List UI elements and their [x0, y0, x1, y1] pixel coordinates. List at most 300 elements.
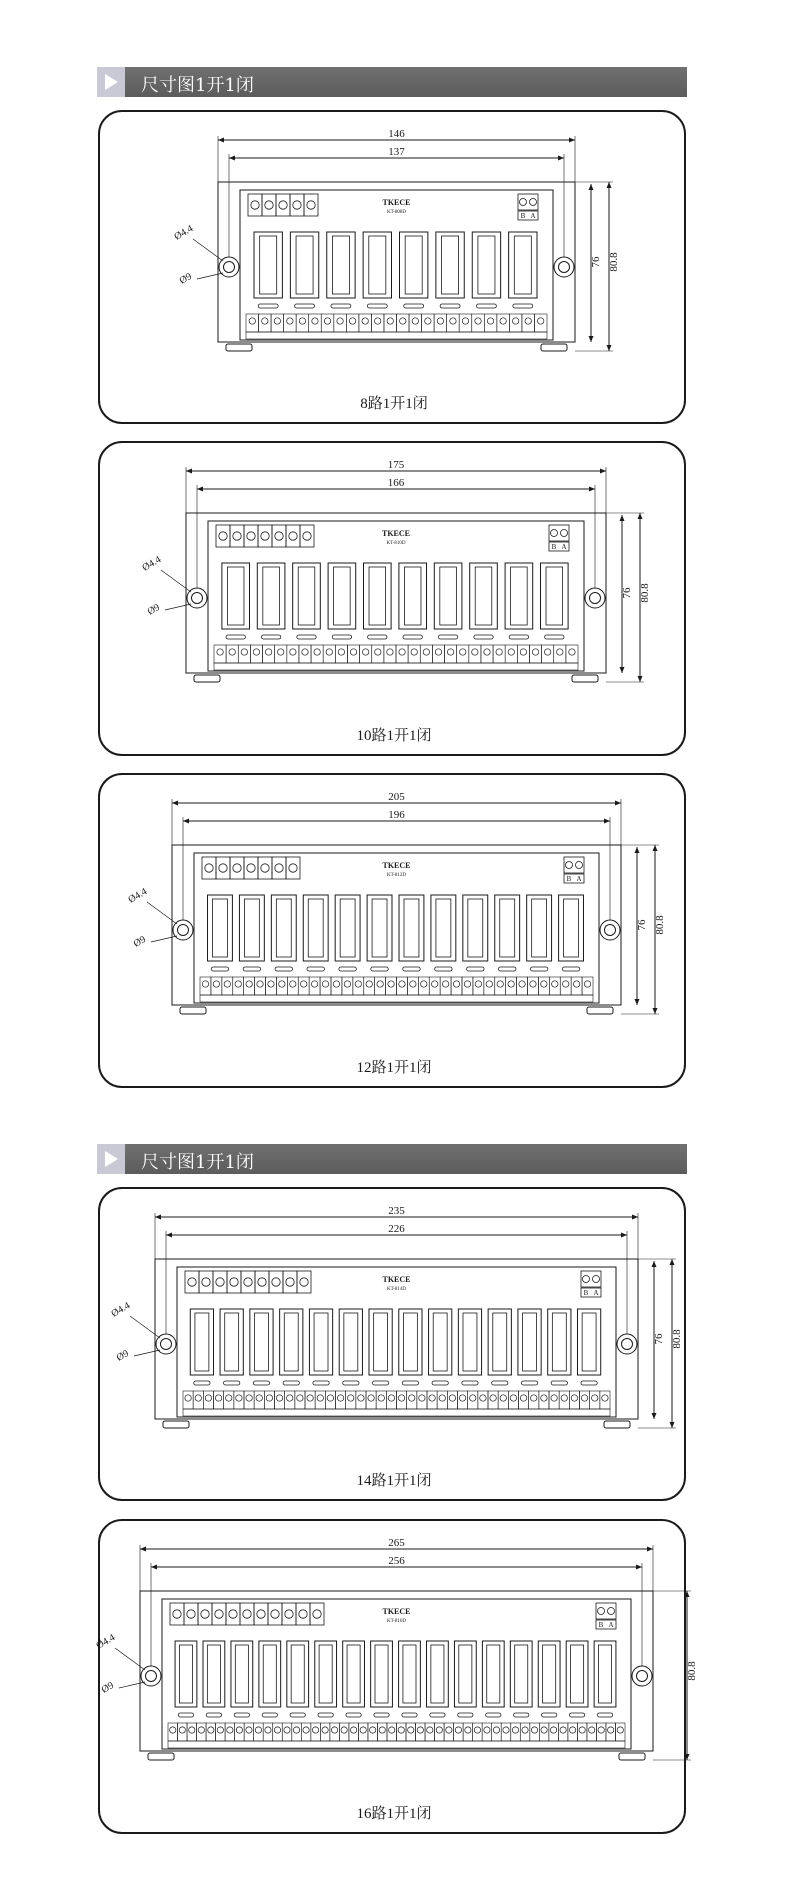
terminal-screw [569, 649, 575, 655]
arrowhead [589, 336, 594, 342]
mounting-hole [161, 1339, 172, 1350]
arrowhead [140, 1547, 146, 1552]
terminal-screw [195, 1395, 201, 1401]
relay-inner [500, 899, 515, 957]
relay [239, 895, 264, 961]
terminal [264, 1391, 274, 1409]
terminal-screw [227, 1727, 233, 1733]
terminal-screw [229, 1610, 237, 1618]
arrowhead [635, 999, 640, 1005]
terminal [200, 977, 211, 995]
terminal-screw [268, 981, 274, 987]
led-indicator [569, 1713, 584, 1717]
relay [208, 895, 233, 961]
relay [538, 1641, 560, 1707]
terminal [484, 314, 497, 332]
terminal [185, 1271, 199, 1293]
led-indicator [435, 967, 452, 971]
terminal-label-strip [183, 1409, 610, 1416]
terminal [216, 857, 230, 879]
terminal [386, 977, 397, 995]
terminal-screw [327, 1395, 333, 1401]
terminal-screw [265, 649, 271, 655]
terminal [559, 1391, 569, 1409]
terminal [248, 194, 262, 216]
terminal-screw [255, 1727, 261, 1733]
terminal [273, 1723, 283, 1741]
relay [363, 232, 391, 298]
terminal [235, 1723, 245, 1741]
arrowhead [647, 1547, 653, 1552]
terminal [417, 1391, 427, 1409]
terminal-screw [244, 1278, 252, 1286]
terminal [375, 977, 386, 995]
mounting-boss [632, 1666, 652, 1686]
terminal-label-strip [200, 995, 593, 1002]
boss-diameter-label: Ø9 [131, 934, 148, 950]
terminal [420, 645, 432, 663]
led-indicator [474, 635, 493, 639]
port-label-b: B [598, 1621, 604, 1629]
led-indicator [374, 1713, 389, 1717]
relay-inner [284, 1313, 298, 1371]
terminal-screw [275, 532, 283, 540]
terminal [347, 645, 359, 663]
terminal-screw [285, 1610, 293, 1618]
terminal-screw [437, 318, 443, 324]
arrowhead [635, 847, 640, 853]
relay-inner [375, 1645, 388, 1703]
terminal-screw [569, 1727, 575, 1733]
terminal-screw [399, 981, 405, 987]
leader-line [134, 1350, 160, 1356]
terminal-screw [508, 981, 514, 987]
mount-width-label: 256 [388, 1555, 405, 1567]
terminal-screw [322, 981, 328, 987]
terminal-screw [519, 981, 525, 987]
relay [257, 563, 285, 629]
height-inner-label: 76 [590, 256, 602, 268]
terminal [268, 1603, 282, 1625]
leader-line [197, 273, 223, 279]
arrowhead [183, 819, 189, 824]
terminal-screw [408, 1727, 414, 1733]
terminal-screw [215, 1610, 223, 1618]
terminal-screw [229, 649, 235, 655]
terminal [422, 314, 435, 332]
relay-inner [404, 567, 421, 625]
port-label-a: A [530, 212, 536, 220]
terminal-screw [487, 318, 493, 324]
terminal [311, 1723, 321, 1741]
mount-width-label: 196 [388, 809, 405, 821]
terminal [582, 977, 593, 995]
terminal-screw [538, 318, 544, 324]
terminal-screw [185, 1395, 191, 1401]
terminal-screw [317, 1395, 323, 1401]
terminal [387, 1723, 397, 1741]
arrowhead [229, 156, 235, 161]
terminal [522, 314, 535, 332]
terminal [495, 977, 506, 995]
dimension-drawing [94, 1521, 698, 1836]
terminal [298, 977, 309, 995]
terminal-screw [246, 981, 252, 987]
terminal-screw [450, 318, 456, 324]
terminal [445, 645, 457, 663]
terminal [538, 977, 549, 995]
drawing-caption: 14路1开1闭 [356, 1473, 432, 1489]
terminal [580, 1391, 590, 1409]
terminal-screw [303, 532, 311, 540]
terminal-screw [337, 318, 343, 324]
terminal-screw [520, 1395, 526, 1401]
terminal-screw [290, 649, 296, 655]
terminal [244, 1391, 254, 1409]
terminal-screw [261, 532, 269, 540]
terminal [276, 977, 287, 995]
terminal-screw [541, 981, 547, 987]
arrowhead [569, 138, 575, 143]
relay-inner [478, 236, 495, 294]
led-indicator [283, 1381, 299, 1385]
relay [488, 1309, 511, 1375]
relay-inner [235, 1645, 248, 1703]
terminal [539, 1723, 549, 1741]
relay-inner [332, 236, 349, 294]
led-indicator [551, 1381, 567, 1385]
relay-inner [523, 1313, 537, 1371]
terminal [468, 1391, 478, 1409]
terminal-screw [205, 864, 213, 872]
mounting-foot [587, 1007, 613, 1014]
terminal-screw [274, 318, 280, 324]
led-indicator [194, 1381, 210, 1385]
drawing-caption: 10路1开1闭 [356, 728, 432, 744]
terminal-screw [560, 1727, 566, 1733]
terminal [225, 1723, 235, 1741]
terminal-screw [557, 649, 563, 655]
hole-diameter-label: Ø4.4 [94, 1632, 118, 1652]
terminal-screw [258, 1278, 266, 1286]
terminal-screw [333, 981, 339, 987]
height-outer-label: 80.8 [608, 252, 620, 272]
dimension-drawing [100, 775, 688, 1090]
terminal-screw [287, 318, 293, 324]
led-indicator [432, 1381, 448, 1385]
relay-inner [404, 899, 419, 957]
overall-width-label: 205 [388, 791, 405, 803]
relay-inner [276, 899, 291, 957]
terminal [457, 645, 469, 663]
terminal-screw [561, 1395, 567, 1401]
port-label-b: B [583, 1289, 589, 1297]
terminal-screw [593, 1276, 600, 1283]
hole-diameter-label: Ø4.4 [172, 223, 196, 243]
terminal-screw [350, 649, 356, 655]
terminal [269, 1271, 283, 1293]
terminal [498, 1391, 508, 1409]
arrowhead [638, 676, 643, 682]
relay [527, 895, 552, 961]
terminal [212, 1603, 226, 1625]
terminal-screw [442, 981, 448, 987]
terminal [240, 1603, 254, 1625]
relay [434, 563, 462, 629]
section-title: 尺寸图1开1闭 [141, 1152, 254, 1173]
terminal [376, 1391, 386, 1409]
relay-inner [436, 899, 451, 957]
led-indicator [404, 304, 424, 308]
relay [431, 895, 456, 961]
terminal-screw [486, 981, 492, 987]
terminal-screw [265, 1727, 271, 1733]
terminal-screw [439, 1395, 445, 1401]
terminal [254, 1723, 264, 1741]
relay-inner [298, 567, 315, 625]
terminal [520, 1723, 530, 1741]
terminal [266, 977, 277, 995]
terminal [213, 1271, 227, 1293]
overall-width-label: 265 [388, 1537, 405, 1549]
terminal-screw [224, 981, 230, 987]
arrowhead [589, 487, 595, 492]
terminal-screw [584, 981, 590, 987]
mounting-foot [619, 1753, 645, 1760]
led-indicator [597, 1713, 612, 1717]
arrowhead [636, 1565, 642, 1570]
terminal-screw [410, 981, 416, 987]
relay-inner [514, 236, 531, 294]
terminal [310, 1603, 324, 1625]
brand-label: TKECE [382, 1607, 411, 1616]
drawing-caption: 8路1开1闭 [360, 396, 428, 412]
terminal [238, 645, 250, 663]
relay [309, 1309, 332, 1375]
mounting-foot [572, 675, 598, 682]
terminal [368, 1723, 378, 1741]
arrowhead [607, 345, 612, 351]
terminal [600, 1391, 610, 1409]
led-indicator [307, 967, 324, 971]
terminal-screw [235, 981, 241, 987]
terminal-screw [510, 1395, 516, 1401]
port-terminal [596, 1603, 616, 1619]
terminal [397, 314, 410, 332]
terminal [542, 645, 554, 663]
terminal [255, 977, 266, 995]
terminal-screw [253, 649, 259, 655]
terminal-screw [531, 1727, 537, 1733]
arrowhead [620, 515, 625, 521]
boss-diameter-label: Ø9 [114, 1348, 131, 1364]
arrowhead [604, 819, 610, 824]
arrowhead [670, 1422, 675, 1428]
height-outer-label: 80.8 [671, 1329, 683, 1349]
relay [436, 232, 464, 298]
terminal [407, 1391, 417, 1409]
relay [594, 1641, 616, 1707]
relay-inner [598, 1645, 611, 1703]
terminal [397, 977, 408, 995]
terminal [259, 314, 272, 332]
terminal [301, 1723, 311, 1741]
terminal-screw [276, 1395, 282, 1401]
terminal [472, 314, 485, 332]
brand-label: TKECE [381, 529, 411, 538]
terminal [397, 1723, 407, 1741]
mount-width-label: 226 [388, 1223, 405, 1235]
terminal [372, 645, 384, 663]
relay [290, 232, 318, 298]
terminal [193, 1391, 203, 1409]
mounting-hole [637, 1671, 648, 1682]
terminal-screw [303, 1727, 309, 1733]
hole-diameter-label: Ø4.4 [140, 554, 164, 574]
terminal-screw [293, 201, 301, 209]
terminal [534, 314, 547, 332]
terminal-screw [368, 1395, 374, 1401]
terminal-screw [274, 1727, 280, 1733]
terminal-screw [427, 1727, 433, 1733]
terminal [529, 645, 541, 663]
terminal-screw [552, 981, 558, 987]
dimension-drawing [100, 112, 688, 426]
terminal [262, 194, 276, 216]
terminal [396, 645, 408, 663]
arrowhead [151, 1565, 157, 1570]
terminal-screw [581, 1395, 587, 1401]
relay-inner [468, 899, 483, 957]
terminal [292, 1723, 302, 1741]
relay-inner [179, 1645, 192, 1703]
port-label-b: B [520, 212, 526, 220]
terminal [397, 1391, 407, 1409]
relay [472, 232, 500, 298]
terminal-screw [490, 1395, 496, 1401]
terminal-screw [436, 1727, 442, 1733]
relay [293, 563, 321, 629]
terminal [571, 977, 582, 995]
terminal [478, 1391, 488, 1409]
relay-inner [207, 1645, 220, 1703]
terminal-screw [271, 1610, 279, 1618]
terminal-screw [370, 1727, 376, 1733]
led-indicator [332, 635, 351, 639]
terminal [230, 857, 244, 879]
terminal [258, 857, 272, 879]
port-label-b: B [566, 875, 572, 883]
terminal [275, 645, 287, 663]
led-indicator [290, 1713, 305, 1717]
led-indicator [545, 635, 564, 639]
terminal [469, 645, 481, 663]
terminal-screw [247, 532, 255, 540]
terminal [244, 977, 255, 995]
terminal [254, 1391, 264, 1409]
terminal [263, 645, 275, 663]
relay-inner [374, 1313, 388, 1371]
drawing-panel [98, 773, 686, 1088]
dimension-drawing [100, 1189, 688, 1503]
relay-inner [552, 1313, 566, 1371]
terminal-screw [470, 1395, 476, 1401]
terminal [458, 1391, 468, 1409]
relay [369, 1309, 392, 1375]
terminal-screw [541, 1727, 547, 1733]
led-indicator [513, 304, 533, 308]
drawing-panel [98, 1187, 686, 1501]
terminal-screw [208, 1727, 214, 1733]
relay-inner [369, 236, 386, 294]
terminal-screw [508, 649, 514, 655]
terminal-screw [243, 1610, 251, 1618]
terminal-screw [251, 201, 259, 209]
terminal [349, 1723, 359, 1741]
terminal-screw [173, 1610, 181, 1618]
terminal [321, 314, 334, 332]
led-indicator [498, 967, 515, 971]
relay-inner [319, 1645, 332, 1703]
relay-inner [372, 899, 387, 957]
terminal-screw [409, 1395, 415, 1401]
led-indicator [262, 1713, 277, 1717]
led-indicator [261, 635, 280, 639]
terminal [560, 977, 571, 995]
terminal [566, 645, 578, 663]
relay [287, 1641, 309, 1707]
terminal-screw [179, 1727, 185, 1733]
terminal-screw [299, 1610, 307, 1618]
brand-label: TKECE [382, 1275, 411, 1284]
relay [363, 563, 391, 629]
led-indicator [440, 304, 460, 308]
terminal-screw [398, 1395, 404, 1401]
port-terminal [549, 525, 569, 541]
led-indicator [486, 1713, 501, 1717]
relay-inner [244, 899, 259, 957]
terminal-screw [217, 649, 223, 655]
led-indicator [234, 1713, 249, 1717]
terminal-screw [544, 649, 550, 655]
relay [399, 1641, 421, 1707]
terminal-screw [279, 981, 285, 987]
relay-inner [546, 567, 563, 625]
mount-width-label: 166 [387, 477, 405, 489]
drawing-caption: 12路1开1闭 [356, 1060, 432, 1076]
terminal-screw [589, 1727, 595, 1733]
mounting-foot [163, 1421, 189, 1428]
model-label: KT-808D [387, 210, 406, 215]
terminal [320, 977, 331, 995]
relay [510, 1641, 532, 1707]
terminal-screw [541, 1395, 547, 1401]
terminal-screw [279, 201, 287, 209]
terminal-screw [446, 1727, 452, 1733]
terminal [336, 1391, 346, 1409]
port-terminal [564, 857, 584, 873]
terminal-screw [215, 1395, 221, 1401]
terminal-screw [257, 1610, 265, 1618]
relay-inner [532, 899, 547, 957]
terminal-screw [230, 1278, 238, 1286]
led-indicator [530, 967, 547, 971]
terminal-screw [563, 981, 569, 987]
relay [271, 895, 296, 961]
relay [371, 1641, 393, 1707]
terminal-screw [351, 1727, 357, 1733]
terminal [304, 194, 318, 216]
